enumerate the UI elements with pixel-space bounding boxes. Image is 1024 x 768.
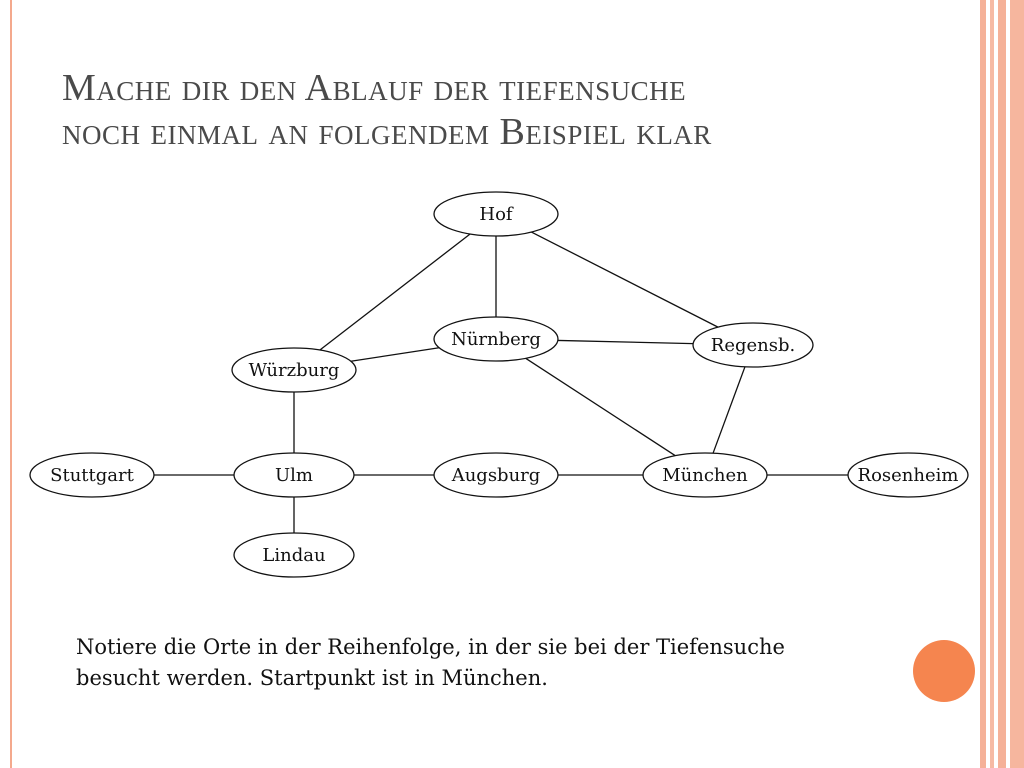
node-muenchen	[643, 453, 767, 497]
slide-title-line-1: Mache dir den Ablauf der tiefensuche	[62, 67, 687, 109]
edge-regensburg-muenchen	[713, 367, 745, 453]
node-nuernberg	[434, 317, 558, 361]
edge-nuernberg-regensburg	[558, 340, 693, 343]
node-rosenheim-label: Rosenheim	[857, 465, 959, 486]
node-nuernberg-label: Nürnberg	[451, 329, 541, 350]
task-instruction	[76, 632, 896, 694]
node-lindau	[234, 533, 354, 577]
task-instruction-line-2: besucht werden. Startpunkt ist in München.	[76, 666, 548, 690]
node-ulm	[234, 453, 354, 497]
node-ulm-label: Ulm	[275, 465, 313, 486]
node-wuerzburg-label: Würzburg	[248, 360, 340, 381]
node-augsburg-label: Augsburg	[451, 465, 541, 486]
node-regensburg-label: Regensb.	[710, 335, 796, 356]
edge-hof-regensburg	[531, 232, 718, 327]
node-augsburg	[434, 453, 558, 497]
node-stuttgart	[30, 453, 154, 497]
task-instruction-line-1: Notiere die Orte in der Reihenfolge, in der sie bei der Tiefensuche	[76, 635, 785, 659]
edge-nuernberg-wuerzburg	[351, 348, 439, 362]
node-hof	[434, 192, 558, 236]
slide-title-line-2: noch einmal an folgendem Beispiel klar	[62, 111, 712, 153]
node-lindau-label: Lindau	[262, 545, 326, 566]
node-muenchen-label: München	[662, 465, 748, 486]
node-wuerzburg	[232, 348, 356, 392]
node-rosenheim	[848, 453, 968, 497]
node-regensburg	[693, 323, 813, 367]
edge-nuernberg-muenchen	[526, 358, 676, 455]
node-stuttgart-label: Stuttgart	[50, 465, 134, 486]
graph-nodes	[30, 192, 968, 577]
decorative-orange-circle	[913, 640, 975, 702]
node-hof-label: Hof	[479, 204, 513, 225]
